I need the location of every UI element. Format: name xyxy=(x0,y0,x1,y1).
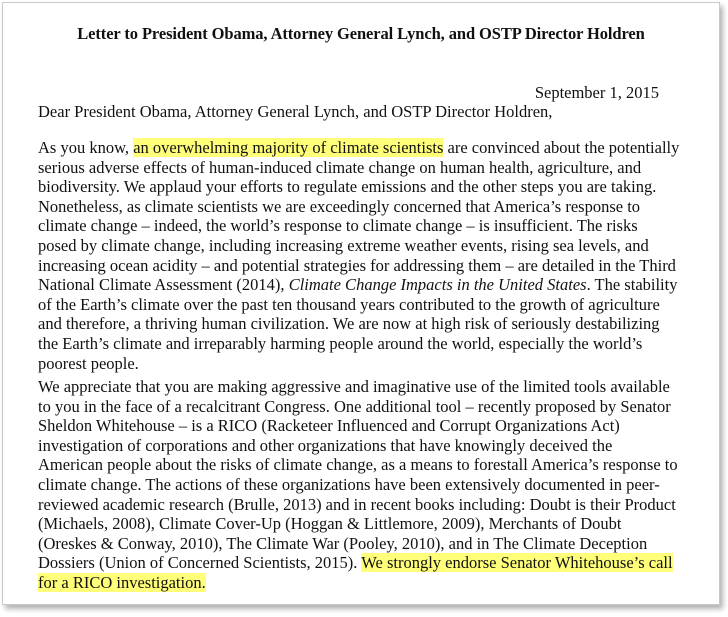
line: Dossiers (Union of Concerned Scientists, 2015). We strongly endorse Senator Whitehouse’s call xyxy=(38,553,673,573)
line: As you know, an overwhelming majority of climate scientists are convinced about the potentially xyxy=(38,138,680,157)
paragraph-2 xyxy=(38,377,678,593)
line xyxy=(38,573,668,593)
line: investigation of corporations and other organizations that have knowingly deceived the xyxy=(38,435,613,455)
line: of the Earth’s climate over the past ten thousand years contributed to the growth of agriculture xyxy=(38,294,660,314)
line: (Oreskes & Conway, 2010), The Climate War (Pooley, 2010), and in The Climate Deception xyxy=(38,533,648,553)
line: increasing ocean acidity – and potential strategies for addressing them – are detailed in the Third xyxy=(38,255,676,275)
line: (Michaels, 2008), Climate Cover-Up (Hoggan & Littlemore, 2009), Merchants of Doubt xyxy=(38,514,622,534)
line: climate change – indeed, the world’s response to climate change – is insufficient. The risks xyxy=(38,216,638,236)
line: poorest people. xyxy=(38,353,139,373)
line: biodiversity. We applaud your efforts to regulate emissions and the other steps you are taking. xyxy=(38,177,657,197)
line: Nonetheless, as climate scientists we are exceedingly concerned that America’s response to xyxy=(38,196,641,216)
line: climate change. The actions of these organizations have been extensively documented in peer- xyxy=(38,474,660,494)
line: Sheldon Whitehouse – is a RICO (Racketeer Influenced and Corrupt Organizations Act) xyxy=(38,416,620,436)
line: reviewed academic research (Brulle, 2013) and in recent books including: Doubt is their Product xyxy=(38,494,676,514)
letter-title: Letter to President Obama, Attorney General Lynch, and OSTP Director Holdren xyxy=(77,24,645,43)
paragraph-1 xyxy=(38,138,680,373)
line: National Climate Assessment (2014), Climate Change Impacts in the United States. The stability xyxy=(38,275,678,295)
line: to you in the face of a recalcitrant Congress. One additional tool – recently proposed by Senator xyxy=(38,396,671,416)
highlighted-text: for a RICO investigation. xyxy=(38,572,206,592)
highlighted-text: We strongly endorse Senator Whitehouse’s call xyxy=(361,553,673,573)
line: and therefore, a thriving human civilization. We are now at high risk of seriously destabilizing xyxy=(38,314,660,334)
line: serious adverse effects of human-induced climate change on human health, agriculture, and xyxy=(38,157,642,177)
highlighted-text: an overwhelming majority of climate scientists xyxy=(133,138,444,157)
salutation: Dear President Obama, Attorney General Lynch, and OSTP Director Holdren, xyxy=(38,102,553,121)
line: the Earth’s climate and irreparably harming people around the world, especially the world’s xyxy=(38,333,643,353)
line: We appreciate that you are making aggressive and imaginative use of the limited tools available xyxy=(38,377,670,396)
line: posed by climate change, including increasing extreme weather events, rising sea levels, and xyxy=(38,235,649,255)
document-page xyxy=(2,2,720,605)
line: American people about the risks of climate change, as a means to forestall America’s response to xyxy=(38,455,678,475)
letter-date: September 1, 2015 xyxy=(534,83,659,102)
report-title: Climate Change Impacts in the United States xyxy=(288,275,587,295)
